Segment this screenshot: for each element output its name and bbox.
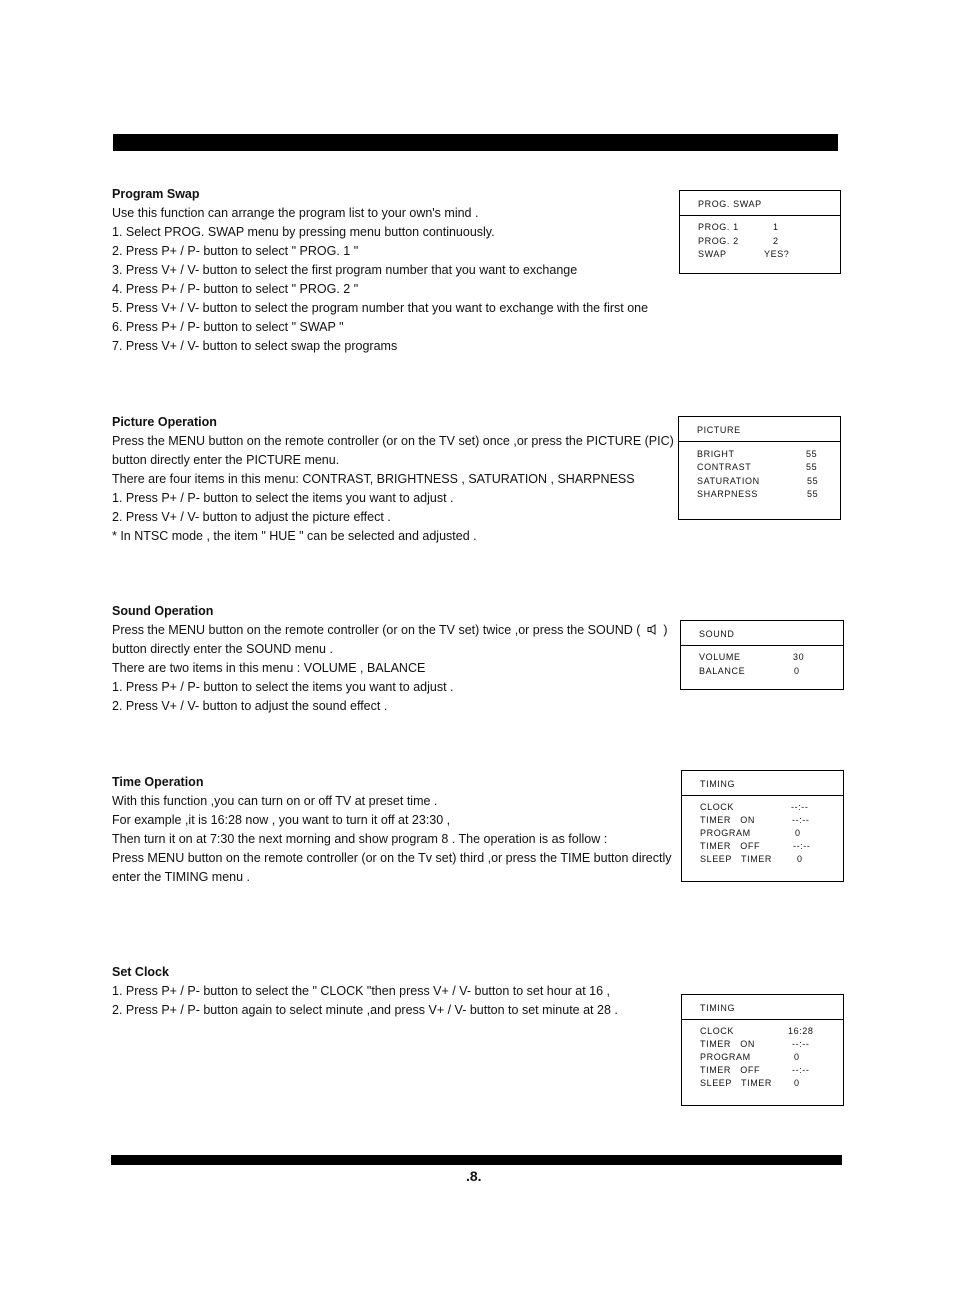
menu-row-label: CLOCK	[700, 802, 735, 812]
menu-row-label: PROGRAM	[700, 828, 751, 838]
text-line: * In NTSC mode , the item " HUE " can be selected and adjusted .	[112, 529, 477, 543]
text-line: 1. Press P+ / P- button to select the items you want to adjust .	[112, 491, 454, 505]
sound-operation-section	[112, 602, 672, 716]
menu-row-value: 30	[793, 652, 805, 662]
menu-row-label: BALANCE	[699, 666, 746, 676]
text-line: Press the MENU button on the remote controller (or on the TV set) once ,or press the PICTURE (PIC)	[112, 434, 674, 448]
menu-row	[698, 222, 830, 235]
text-line: button directly enter the PICTURE menu.	[112, 453, 340, 467]
speaker-icon	[647, 624, 657, 635]
menu-row	[700, 1078, 833, 1091]
text-line: There are four items in this menu: CONTRAST, BRIGHTNESS , SATURATION , SHARPNESS	[112, 472, 635, 486]
page-number: .8.	[466, 1168, 482, 1184]
menu-row-value: 55	[806, 462, 818, 472]
menu-row-label: SATURATION	[697, 476, 760, 486]
menu-row	[697, 489, 830, 502]
text-line: Press MENU button on the remote controller (or on the Tv set) third ,or press the TIME button directly	[112, 851, 672, 865]
text-line: button directly enter the SOUND menu .	[112, 642, 333, 656]
text-line: 3. Press V+ / V- button to select the first program number that you want to exchange	[112, 263, 578, 277]
menu-row-value: 16:28	[788, 1026, 814, 1036]
set-clock-section	[112, 963, 672, 1020]
menu-row-label: PROGRAM	[700, 1052, 751, 1062]
time-operation-section	[112, 773, 672, 887]
text-line: 5. Press V+ / V- button to select the program number that you want to exchange with the first one	[112, 301, 649, 315]
text-line: 1. Press P+ / P- button to select the " CLOCK "then press V+ / V- button to set hour at 16 ,	[112, 984, 611, 998]
menu-title: PROG. SWAP	[698, 199, 762, 209]
picture-menu	[678, 416, 841, 520]
menu-row-label: CONTRAST	[697, 462, 752, 472]
menu-row-value: --:--	[792, 1065, 810, 1075]
menu-row	[700, 1039, 833, 1052]
section-heading: Time Operation	[112, 775, 204, 789]
text-fragment: )	[663, 623, 668, 637]
top-rule	[113, 134, 838, 151]
menu-row-label: TIMER OFF	[700, 841, 761, 851]
text-line: For example ,it is 16:28 now , you want to turn it off at 23:30 ,	[112, 813, 451, 827]
menu-row-value: --:--	[792, 1039, 810, 1049]
menu-row-label: SHARPNESS	[697, 489, 758, 499]
menu-row	[698, 249, 830, 262]
text-line: With this function ,you can turn on or off TV at preset time .	[112, 794, 438, 808]
menu-row-value: 55	[806, 449, 818, 459]
text-line: 2. Press V+ / V- button to adjust the sound effect .	[112, 699, 388, 713]
text-line: 2. Press P+ / P- button to select " PROG. 1 "	[112, 244, 359, 258]
menu-row-value: 1	[773, 222, 779, 232]
prog-swap-menu	[679, 190, 841, 274]
menu-divider	[682, 795, 843, 796]
text-line: 1. Press P+ / P- button to select the items you want to adjust .	[112, 680, 454, 694]
text-line: 2. Press V+ / V- button to adjust the picture effect .	[112, 510, 391, 524]
menu-row-value: 0	[795, 828, 801, 838]
menu-divider	[681, 645, 843, 646]
menu-row	[700, 1026, 833, 1039]
picture-operation-section	[112, 413, 672, 546]
menu-row-value: 55	[807, 476, 819, 486]
menu-row	[700, 854, 833, 867]
menu-divider	[682, 1019, 843, 1020]
timing-menu	[681, 770, 844, 882]
text-line: There are two items in this menu : VOLUME , BALANCE	[112, 661, 426, 675]
text-line: 6. Press P+ / P- button to select " SWAP "	[112, 320, 344, 334]
text-line: Use this function can arrange the program list to your own's mind .	[112, 206, 479, 220]
menu-row	[698, 236, 830, 249]
menu-row-value: 0	[794, 666, 800, 676]
bottom-rule	[111, 1155, 842, 1165]
menu-divider	[680, 215, 840, 216]
menu-row-label: TIMER OFF	[700, 1065, 761, 1075]
menu-row	[700, 828, 833, 841]
menu-row-value: 0	[794, 1078, 800, 1088]
menu-row-label: PROG. 2	[698, 236, 739, 246]
timing-menu-clock-set	[681, 994, 844, 1106]
text-line: 4. Press P+ / P- button to select " PROG. 2 "	[112, 282, 359, 296]
menu-title: TIMING	[700, 779, 736, 789]
menu-title: PICTURE	[697, 425, 741, 435]
section-heading: Set Clock	[112, 965, 169, 979]
text-line: 7. Press V+ / V- button to select swap the programs	[112, 339, 398, 353]
menu-row-label: TIMER ON	[700, 815, 755, 825]
text-line: enter the TIMING menu .	[112, 870, 251, 884]
menu-row	[700, 815, 833, 828]
menu-row-value: 0	[794, 1052, 800, 1062]
program-swap-section	[112, 185, 672, 356]
text-line: 2. Press P+ / P- button again to select minute ,and press V+ / V- button to set minute at 28 .	[112, 1003, 618, 1017]
menu-row-value: 2	[773, 236, 779, 246]
menu-title: SOUND	[699, 629, 735, 639]
text-fragment: Press the MENU button on the remote controller (or on the TV set) twice ,or press the SOUND (	[112, 623, 641, 637]
menu-row	[697, 462, 830, 475]
menu-row-value: --:--	[792, 815, 810, 825]
section-heading: Picture Operation	[112, 415, 217, 429]
menu-row	[700, 841, 833, 854]
menu-row-value: --:--	[791, 802, 809, 812]
menu-row-label: VOLUME	[699, 652, 741, 662]
menu-row-value: 55	[807, 489, 819, 499]
menu-row-value: --:--	[793, 841, 811, 851]
menu-row	[697, 476, 830, 489]
menu-row	[697, 449, 830, 462]
menu-row	[699, 666, 833, 679]
menu-divider	[679, 441, 840, 442]
text-line: Then turn it on at 7:30 the next morning and show program 8 . The operation is as follow :	[112, 832, 608, 846]
sound-menu	[680, 620, 844, 690]
menu-row	[700, 1052, 833, 1065]
section-heading: Sound Operation	[112, 604, 214, 618]
menu-row	[700, 1065, 833, 1078]
menu-title: TIMING	[700, 1003, 736, 1013]
menu-row-label: TIMER ON	[700, 1039, 755, 1049]
menu-row	[699, 652, 833, 665]
menu-row-value: YES?	[764, 249, 790, 259]
text-line	[112, 621, 672, 640]
section-heading: Program Swap	[112, 187, 200, 201]
menu-row-label: BRIGHT	[697, 449, 735, 459]
menu-row-label: SWAP	[698, 249, 727, 259]
menu-row-label: SLEEP TIMER	[700, 1078, 772, 1088]
menu-row-label: PROG. 1	[698, 222, 739, 232]
menu-row-label: CLOCK	[700, 1026, 735, 1036]
menu-row	[700, 802, 833, 815]
menu-row-value: 0	[797, 854, 803, 864]
text-line: 1. Select PROG. SWAP menu by pressing menu button continuously.	[112, 225, 495, 239]
menu-row-label: SLEEP TIMER	[700, 854, 772, 864]
